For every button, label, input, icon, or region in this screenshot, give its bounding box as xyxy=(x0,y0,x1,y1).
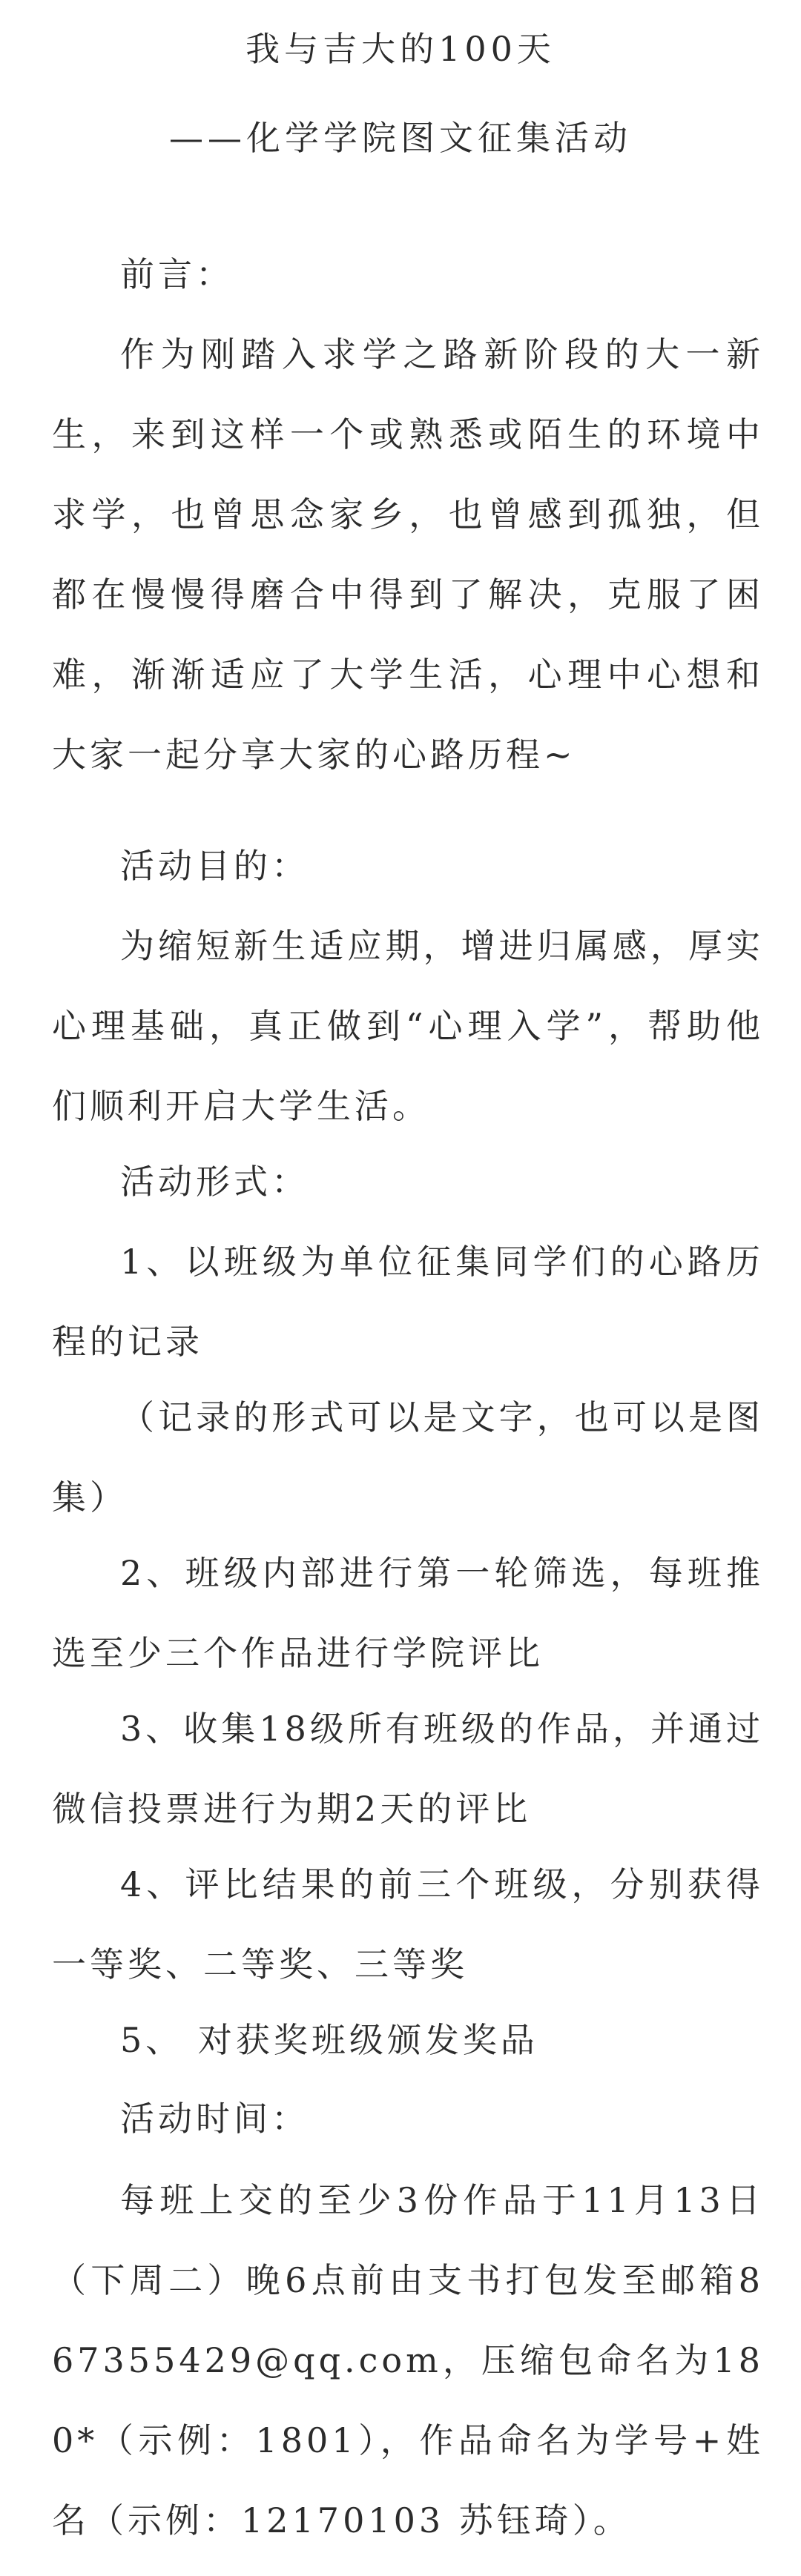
form-item-4: 4、评比结果的前三个班级，分别获得一等奖、二等奖、三等奖 xyxy=(52,1864,764,1984)
form-item-1-note: （记录的形式可以是文字，也可以是图集） xyxy=(52,1397,764,1517)
form-item-1: 1、以班级为单位征集同学们的心路历程的记录 xyxy=(52,1242,764,1362)
page-title: 我与吉大的100天 xyxy=(245,29,556,69)
time-body: 每班上交的至少3份作品于11月13日（下周二）晚6点前由支书打包发至邮箱867355429@qq.com，压缩包命名为180*（示例：1801），作品命名为学号+姓名（示例：12170103 苏钰琦）。 xyxy=(52,2180,764,2540)
form-item-2: 2、班级内部进行第一轮筛选，每班推选至少三个作品进行学院评比 xyxy=(52,1553,764,1673)
time-heading: 活动时间： xyxy=(120,2099,309,2139)
form-item-5: 5、 对获奖班级颁发奖品 xyxy=(120,2020,538,2060)
page-subtitle: ——化学学院图文征集活动 xyxy=(169,118,632,158)
preface-heading: 前言： xyxy=(120,254,234,294)
form-item-3: 3、收集18级所有班级的作品，并通过微信投票进行为期2天的评比 xyxy=(52,1709,764,1829)
form-heading: 活动形式： xyxy=(120,1162,309,1202)
purpose-heading: 活动目的： xyxy=(120,846,309,886)
purpose-body: 为缩短新生适应期，增进归属感，厚实心理基础，真正做到“心理入学”，帮助他们顺利开启大学生活。 xyxy=(52,926,764,1126)
preface-body: 作为刚踏入求学之路新阶段的大一新生，来到这样一个或熟悉或陌生的环境中求学，也曾思念家乡，也曾感到孤独，但都在慢慢得磨合中得到了解决，克服了困难，渐渐适应了大学生活，心理中心想和大家一起分享大家的心路历程~ xyxy=(52,334,764,775)
